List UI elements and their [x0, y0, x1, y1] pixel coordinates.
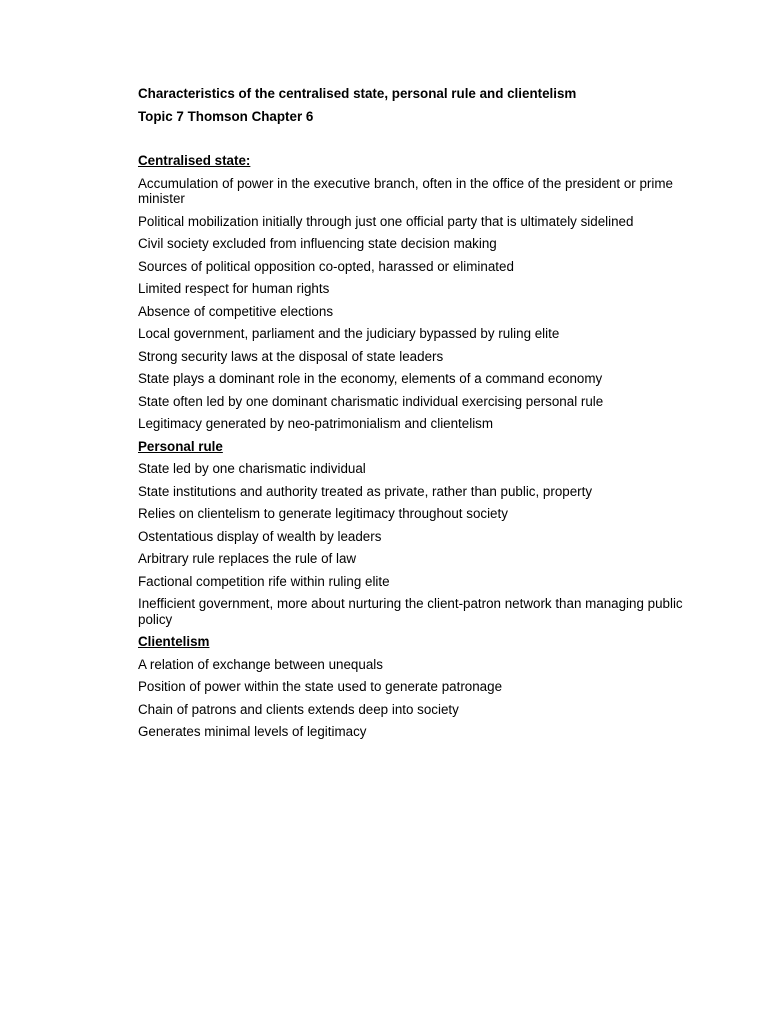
section-centralised-state [138, 153, 698, 432]
list-item: Arbitrary rule replaces the rule of law [138, 551, 357, 566]
section-heading: Personal rule [138, 438, 223, 454]
section-heading: Clientelism [138, 634, 210, 649]
list-item: A relation of exchange between unequals [138, 656, 383, 672]
list-item: Limited respect for human rights [138, 281, 330, 296]
list-item: Ostentatious display of wealth by leaders [138, 528, 382, 544]
list-item: State plays a dominant role in the economy, elements of a command economy [138, 371, 603, 386]
section-clientelism [138, 634, 698, 740]
section-personal-rule [138, 439, 698, 628]
list-item: Civil society excluded from influencing state decision making [138, 236, 497, 251]
list-item: Factional competition rife within ruling elite [138, 573, 390, 589]
document-subtitle: Topic 7 Thomson Chapter 6 [138, 108, 314, 124]
spacer [138, 131, 698, 153]
list-item: State institutions and authority treated as private, rather than public, property [138, 483, 593, 499]
list-item: Relies on clientelism to generate legitimacy throughout society [138, 506, 508, 521]
list-item: Chain of patrons and clients extends deep into society [138, 701, 459, 717]
list-item: Generates minimal levels of legitimacy [138, 724, 367, 739]
list-item: Absence of competitive elections [138, 303, 334, 319]
list-item: Position of power within the state used to generate patronage [138, 679, 503, 694]
document-page [138, 86, 698, 747]
list-item: Accumulation of power in the executive branch, often in the office of the president or prime minister [138, 175, 673, 206]
section-heading: Centralised state: [138, 153, 251, 168]
list-item: Inefficient government, more about nurturing the client-patron network than managing public policy [138, 596, 683, 627]
list-item: Strong security laws at the disposal of state leaders [138, 348, 444, 364]
list-item: Local government, parliament and the judiciary bypassed by ruling elite [138, 326, 560, 341]
list-item: Political mobilization initially through just one official party that is ultimately sidelined [138, 213, 634, 229]
list-item: Legitimacy generated by neo-patrimonialism and clientelism [138, 416, 494, 431]
list-item: State led by one charismatic individual [138, 461, 366, 476]
document-title: Characteristics of the centralised state, personal rule and clientelism [138, 86, 577, 101]
list-item: Sources of political opposition co-opted, harassed or eliminated [138, 258, 514, 274]
list-item: State often led by one dominant charismatic individual exercising personal rule [138, 393, 604, 409]
